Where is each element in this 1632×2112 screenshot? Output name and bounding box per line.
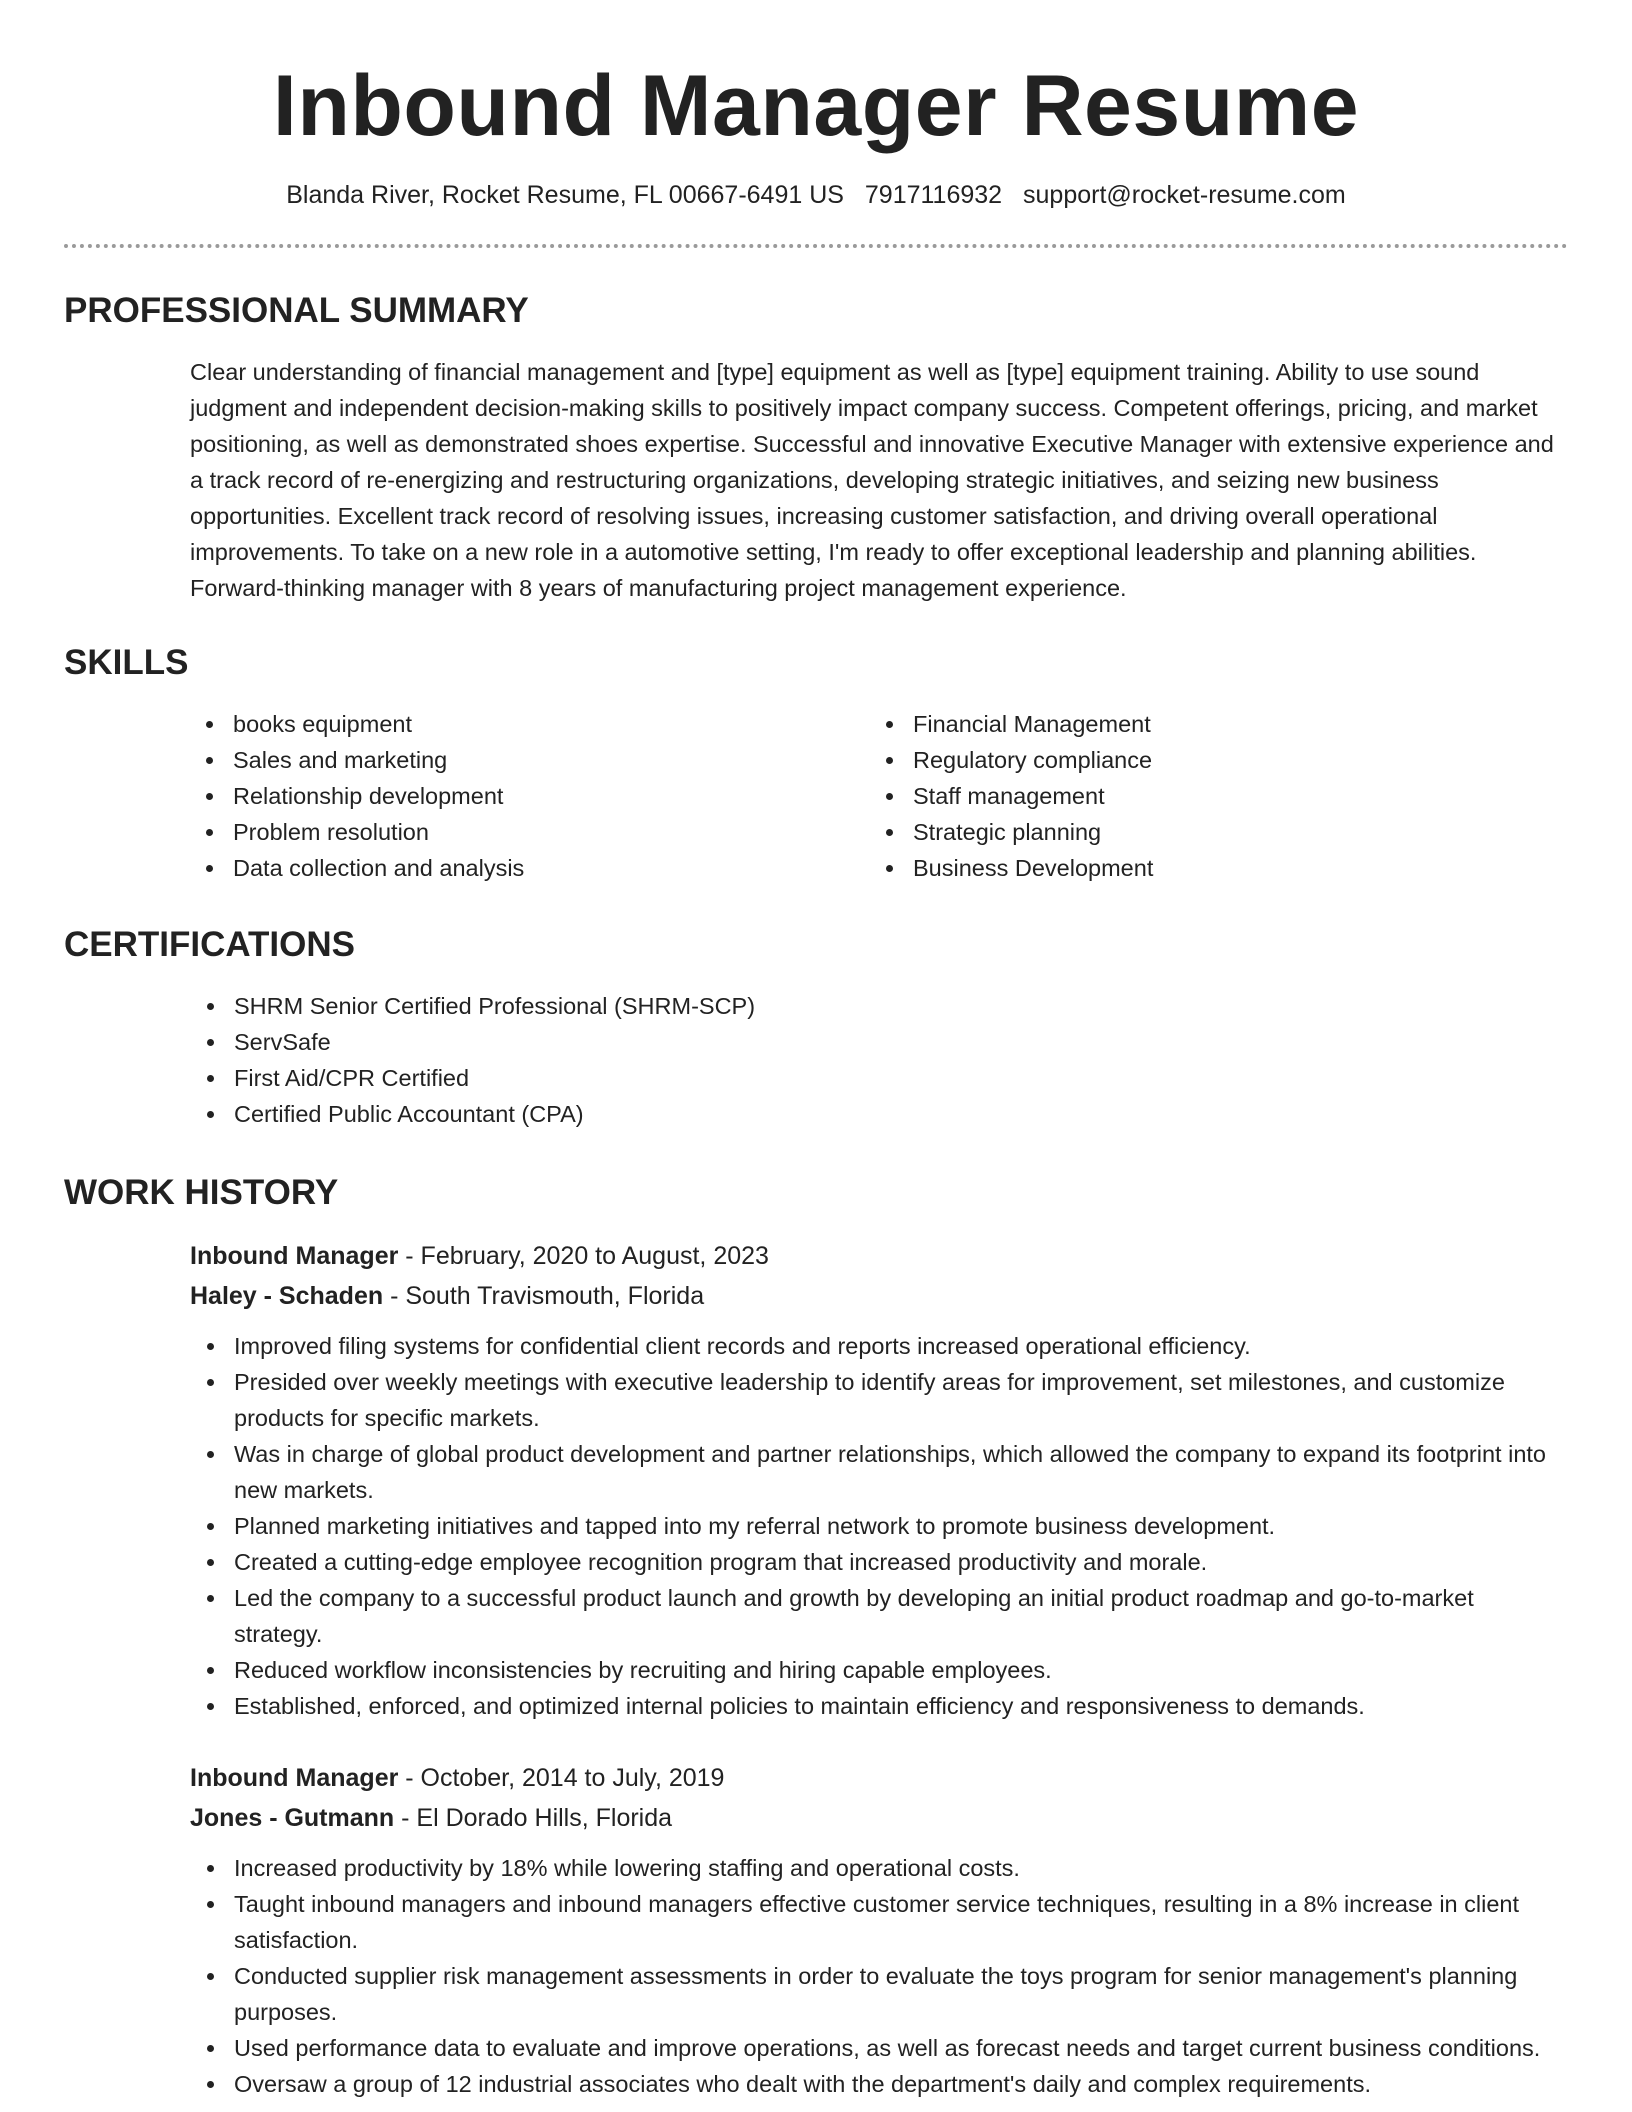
contact-email[interactable]: support@rocket-resume.com xyxy=(1023,181,1346,209)
job-company-line xyxy=(190,1798,1568,1838)
summary-section xyxy=(64,248,1568,606)
summary-heading: PROFESSIONAL SUMMARY xyxy=(64,291,529,330)
skills-section xyxy=(64,600,1568,886)
summary-line: judgment and independent decision-making skills to positively impact company success. Competent offerings, pricing, and xyxy=(190,395,1466,421)
job-company: Haley - Schaden xyxy=(190,1282,384,1310)
certification-item: SHRM Senior Certified Professional (SHRM-SCP) xyxy=(234,988,1568,1024)
job-company-line xyxy=(190,1276,1568,1316)
job-role: Inbound Manager xyxy=(190,1764,399,1792)
certifications-section xyxy=(64,882,1568,1132)
job-bullet: Used performance data to evaluate and improve operations, as well as forecast needs and target current business conditions. xyxy=(234,2030,1568,2066)
skills-list-right xyxy=(743,706,1423,886)
contact-line xyxy=(0,178,1632,212)
contact-address: Blanda River, Rocket Resume, FL 00667-6491 US xyxy=(286,181,844,209)
skill-item: Business Development xyxy=(913,850,1423,886)
job-bullet: Conducted supplier risk management assessments in order to evaluate the toys program for senior management's planning purposes. xyxy=(234,1958,1568,2030)
job-bullet: Presided over weekly meetings with executive leadership to identify areas for improvement, set milestones, and customize products for specific markets. xyxy=(234,1364,1568,1436)
job-entry xyxy=(190,1758,1568,2102)
job-bullet: Increased productivity by 18% while lowering staffing and operational costs. xyxy=(234,1850,1568,1886)
certification-item: Certified Public Accountant (CPA) xyxy=(234,1096,1568,1132)
skill-item: books equipment xyxy=(233,706,743,742)
summary-line: planning abilities. Forward-thinking manager with 8 years of manufacturing project management experience. xyxy=(190,539,1477,601)
skill-item: Data collection and analysis xyxy=(233,850,743,886)
job-bullets xyxy=(190,1850,1568,2102)
summary-text xyxy=(190,354,1568,606)
skill-item: Sales and marketing xyxy=(233,742,743,778)
job-bullets xyxy=(190,1328,1568,1724)
certification-item: ServSafe xyxy=(234,1024,1568,1060)
job-bullet: Created a cutting-edge employee recognition program that increased productivity and morale. xyxy=(234,1544,1568,1580)
job-location: - South Travismouth, Florida xyxy=(383,1282,705,1310)
job-dates: - February, 2020 to August, 2023 xyxy=(398,1242,769,1270)
skill-item: Problem resolution xyxy=(233,814,743,850)
work-history-heading: WORK HISTORY xyxy=(64,1173,339,1212)
job-bullet: Established, enforced, and optimized internal policies to maintain efficiency and responsiveness to demands. xyxy=(234,1688,1568,1724)
job-bullet: Oversaw a group of 12 industrial associates who dealt with the department's daily and complex requirements. xyxy=(234,2066,1568,2102)
job-bullet: Improved filing systems for confidential client records and reports increased operational efficiency. xyxy=(234,1328,1568,1364)
summary-line: experience and a track record of re-energizing and restructuring organizations, developing strategic initiatives, and seizing xyxy=(190,431,1554,493)
job-bullet: Taught inbound managers and inbound managers effective customer service techniques, resulting in a 8% increase in client satisfaction. xyxy=(234,1886,1568,1958)
summary-line: operational improvements. To take on a new role in a automotive setting, I'm ready to offer exceptional leadership and xyxy=(190,503,1438,565)
job-title-line xyxy=(190,1236,1568,1276)
job-location: - El Dorado Hills, Florida xyxy=(394,1804,673,1832)
resume-title: Inbound Manager Resume xyxy=(272,58,1360,154)
skill-item: Regulatory compliance xyxy=(913,742,1423,778)
skill-item: Strategic planning xyxy=(913,814,1423,850)
certification-item: First Aid/CPR Certified xyxy=(234,1060,1568,1096)
certifications-list xyxy=(64,988,1568,1132)
work-history-section xyxy=(64,1130,1568,2102)
job-title-line xyxy=(190,1758,1568,1798)
skills-grid xyxy=(0,706,1568,886)
skill-item: Relationship development xyxy=(233,778,743,814)
summary-line: market positioning, as well as demonstrated shoes expertise. Successful and innovative Executive Manager with extensive xyxy=(190,395,1538,457)
skill-item: Financial Management xyxy=(913,706,1423,742)
job-bullet: Reduced workflow inconsistencies by recruiting and hiring capable employees. xyxy=(234,1652,1568,1688)
job-role: Inbound Manager xyxy=(190,1242,399,1270)
summary-line: new business opportunities. Excellent track record of resolving issues, increasing customer satisfaction, and driving overall xyxy=(190,467,1439,529)
skill-item: Staff management xyxy=(913,778,1423,814)
job-company: Jones - Gutmann xyxy=(190,1804,395,1832)
skills-heading: SKILLS xyxy=(64,643,189,682)
contact-phone: 7917116932 xyxy=(864,181,1003,209)
job-bullet: Led the company to a successful product launch and growth by developing an initial product roadmap and go-to-market strategy. xyxy=(234,1580,1568,1652)
certifications-heading: CERTIFICATIONS xyxy=(64,925,356,964)
skills-list-left xyxy=(0,706,743,886)
job-dates: - October, 2014 to July, 2019 xyxy=(398,1764,725,1792)
job-bullet: Was in charge of global product development and partner relationships, which allowed the company to expand its footprint into new markets. xyxy=(234,1436,1568,1508)
summary-line: Clear understanding of financial management and [type] equipment as well as [type] equipment training. Ability to use sound xyxy=(190,359,1480,385)
job-bullet: Planned marketing initiatives and tapped into my referral network to promote business development. xyxy=(234,1508,1568,1544)
job-entry xyxy=(190,1236,1568,1724)
